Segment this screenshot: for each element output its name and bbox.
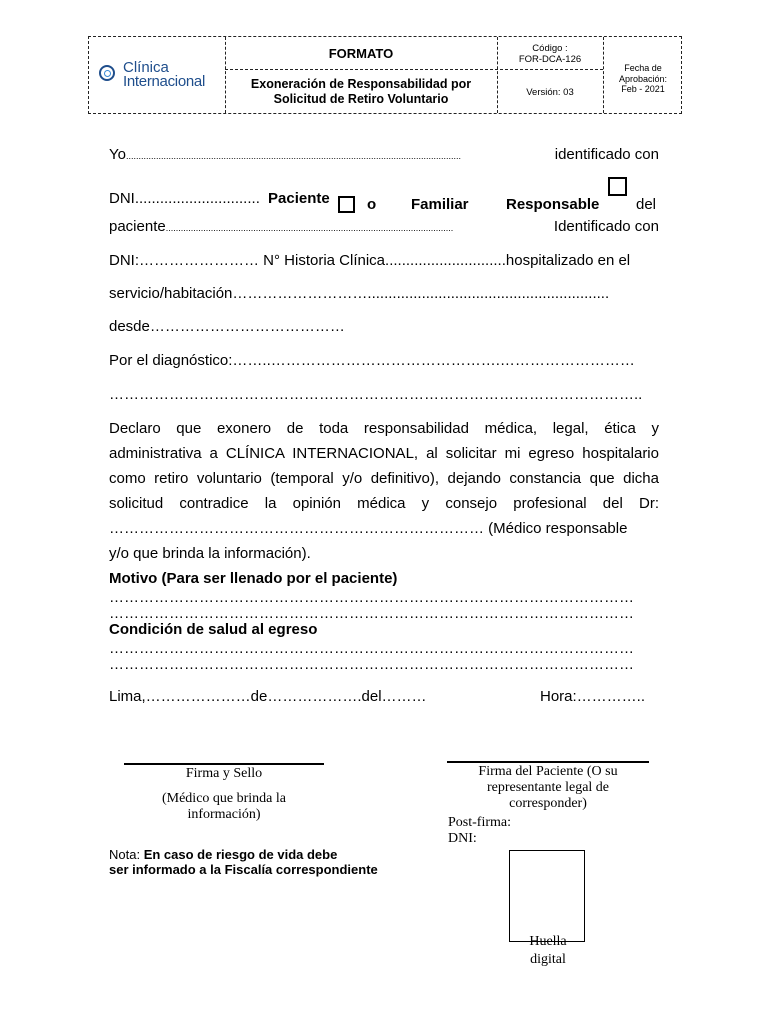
nota-block xyxy=(109,847,378,877)
firma-paciente-label: Firma del Paciente (O su xyxy=(478,764,618,779)
paciente-checkbox[interactable] xyxy=(338,196,355,213)
version-cell: Versión: 03 xyxy=(526,87,574,98)
patient-signature-line xyxy=(447,761,649,763)
line-yo xyxy=(109,146,659,165)
title-line1: Exoneración de Responsabilidad por xyxy=(250,77,472,91)
yo-label: Yo xyxy=(109,146,126,163)
huella-line2: digital xyxy=(530,952,566,967)
motivo-line-1: …………………………………………………………………………………………… xyxy=(109,589,634,606)
codigo-label: Código : xyxy=(532,43,568,54)
para-line-2: administrativa a CLÍNICA INTERNACIONAL, al solicitar mi egreso hospitalario xyxy=(109,445,659,462)
condicion-line-2: …………………………………………………………………………………………… xyxy=(109,656,634,673)
post-firma-label: Post-firma: xyxy=(448,815,511,830)
form-title xyxy=(225,77,497,107)
doctor-signature-block xyxy=(124,766,324,823)
paciente-label: Paciente xyxy=(268,190,330,207)
dni-label: DNI.............................. xyxy=(109,190,260,207)
del-label: del xyxy=(636,196,657,213)
fecha-cell xyxy=(603,63,683,95)
paciente-word: paciente xyxy=(109,218,166,235)
huella-line1: Huella xyxy=(529,934,567,949)
line-historia: DNI:…………………… N° Historia Clínica.............................hospitalizado en el xyxy=(109,252,631,269)
familiar-checkbox[interactable] xyxy=(608,177,627,196)
line-desde: desde………………………………… xyxy=(109,318,345,335)
line-servicio: servicio/habitación……………………….......................................................... xyxy=(109,285,610,302)
dni-sign-label: DNI: xyxy=(448,831,477,846)
fecha-line1: Fecha de xyxy=(624,63,662,73)
fecha-line2: Aprobación: xyxy=(618,73,668,84)
nota-text-1: En caso de riesgo de vida debe xyxy=(143,847,338,862)
motivo-line-2: …………………………………………………………………………………………… xyxy=(109,605,634,622)
line-paciente xyxy=(109,218,659,237)
condicion-line-1: …………………………………………………………………………………………… xyxy=(109,640,634,657)
responsable-label: Responsable xyxy=(506,196,600,213)
formato-label: FORMATO xyxy=(328,46,394,61)
o-label: o xyxy=(367,196,377,213)
logo-text-line2: Internacional xyxy=(123,73,205,90)
para-line-3: como retiro voluntario (temporal y/o definitivo), dejando constancia que dicha xyxy=(109,470,659,487)
line-diagnostico-2: …………………………………………………………………………………………….. xyxy=(109,386,643,403)
logo-text-line1: Clínica xyxy=(123,59,169,76)
codigo-cell xyxy=(497,43,603,65)
header-table xyxy=(88,36,682,114)
patient-signature-block xyxy=(447,764,649,812)
doctor-signature-line xyxy=(124,763,324,765)
condicion-label: Condición de salud al egreso xyxy=(109,621,318,638)
identificado-label: identificado con xyxy=(554,146,659,163)
fingerprint-box xyxy=(509,850,585,942)
para-line-6: y/o que brinda la información). xyxy=(109,545,311,562)
representante-label: representante legal de xyxy=(486,780,610,795)
yo-dots: ...................................................................................................................................... xyxy=(125,151,462,161)
para-line-4: solicitud contradice la opinión médica y consejo profesional del Dr: xyxy=(109,495,659,512)
motivo-label: Motivo (Para ser llenado por el paciente) xyxy=(109,570,398,587)
identificado-con-label: Identificado con xyxy=(553,218,659,235)
fecha-line3: Feb - 2021 xyxy=(621,84,665,94)
codigo-value: FOR-DCA-126 xyxy=(518,54,582,65)
para-line-1: Declaro que exonero de toda responsabilidad médica, legal, ética y xyxy=(109,420,659,437)
nota-text-2: ser informado a la Fiscalía correspondiente xyxy=(109,862,378,877)
para-line-5: ………………………………………………………………… (Médico responsable xyxy=(109,520,628,537)
corresponder-label: corresponder) xyxy=(509,796,587,811)
huella-label xyxy=(509,934,587,968)
firma-sello-label: Firma y Sello xyxy=(185,766,263,781)
medico-label-2: información) xyxy=(187,807,261,822)
familiar-label: Familiar xyxy=(411,196,469,213)
medico-label-1: (Médico que brinda la xyxy=(161,791,286,806)
title-line2: Solicitud de Retiro Voluntario xyxy=(273,92,449,106)
hora-line: Hora:………….. xyxy=(540,688,646,705)
paciente-dots: ................................................................................................................... xyxy=(165,223,454,233)
clinic-logo-icon xyxy=(99,65,115,81)
lima-date-line: Lima,…………………de……………….del……… xyxy=(109,688,427,705)
line-diagnostico: Por el diagnóstico:……..……………………………………….……………………… xyxy=(109,352,635,369)
nota-label: Nota: xyxy=(109,847,141,862)
